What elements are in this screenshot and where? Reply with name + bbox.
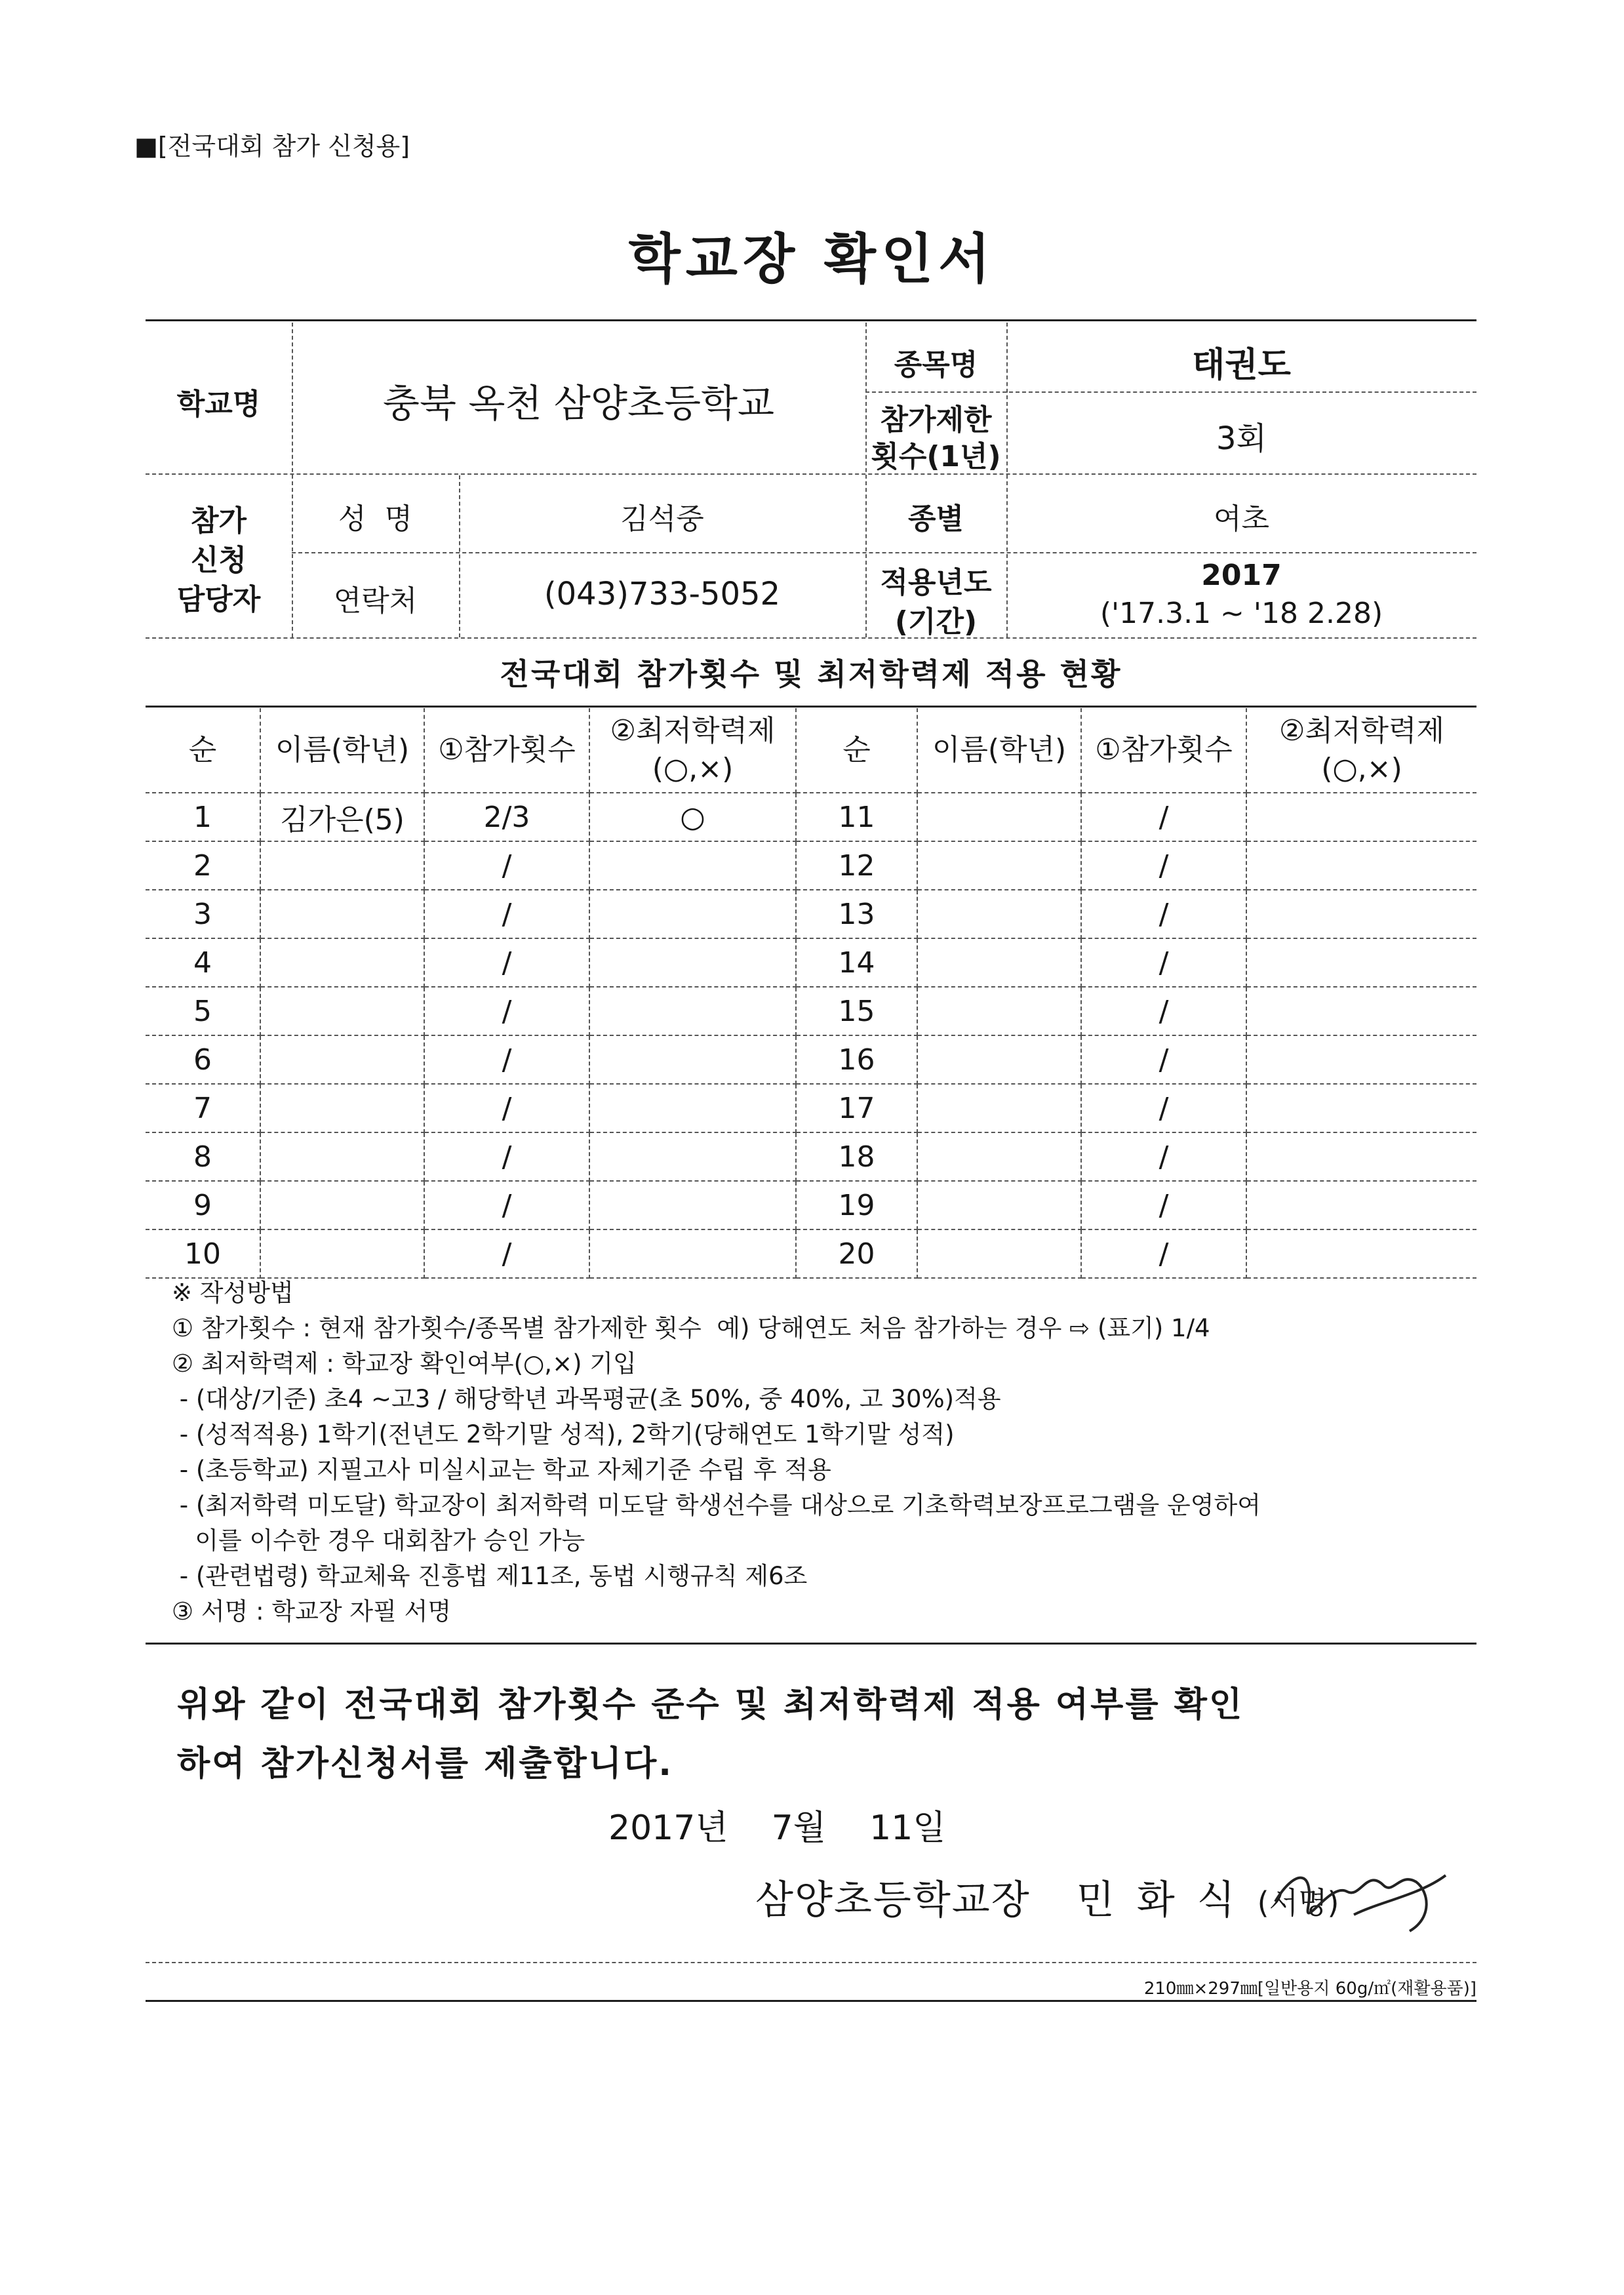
cell-l-mark xyxy=(589,890,796,938)
cell-r-name xyxy=(917,841,1081,890)
cell-l-no: 4 xyxy=(146,938,260,987)
cell-r-count: / xyxy=(1081,987,1246,1035)
cell-r-name xyxy=(917,890,1081,938)
category-label: 종별 xyxy=(907,502,964,536)
table-row xyxy=(146,938,1476,987)
cell-l-name xyxy=(260,1181,424,1229)
cell-l-mark xyxy=(589,841,796,890)
cell-r-no: 17 xyxy=(796,1084,917,1132)
school-name-value: 충북 옥천 삼양초등학교 xyxy=(382,381,775,426)
cell-r-count: / xyxy=(1081,1229,1246,1278)
limit-value: 3회 xyxy=(1216,420,1267,457)
header-count: ①참가횟수 xyxy=(424,708,589,793)
event-value: 태권도 xyxy=(1192,346,1291,385)
limit-label-line1: 참가제한 xyxy=(880,403,992,437)
document-title: 학교장 확인서 xyxy=(628,228,996,290)
cell-l-mark: ○ xyxy=(589,793,796,841)
header-count: ①참가횟수 xyxy=(1081,708,1246,793)
cell-r-no: 12 xyxy=(796,841,917,890)
cell-r-no: 15 xyxy=(796,987,917,1035)
form-usage-tag: ■[전국대회 참가 신청용] xyxy=(134,132,410,161)
cell-r-count: / xyxy=(1081,890,1246,938)
cell-r-name xyxy=(917,793,1081,841)
cell-r-name xyxy=(917,987,1081,1035)
cell-l-no: 9 xyxy=(146,1181,260,1229)
year-label-line2: (기간) xyxy=(894,605,978,639)
cell-r-no: 13 xyxy=(796,890,917,938)
cell-r-mark xyxy=(1246,1181,1476,1229)
principal-title: 삼양초등학교장 xyxy=(755,1877,1031,1923)
table-row xyxy=(146,793,1476,841)
table-row xyxy=(146,1084,1476,1132)
instructions-block xyxy=(172,1275,1261,1629)
top-rule xyxy=(146,319,1476,321)
cell-l-count: / xyxy=(424,1229,589,1278)
cell-l-no: 6 xyxy=(146,1035,260,1084)
handwritten-signature xyxy=(1269,1856,1459,1941)
contact-label: 연락처 xyxy=(333,584,418,618)
year-value: 2017 xyxy=(1201,559,1282,592)
cell-r-count: / xyxy=(1081,1132,1246,1181)
cell-l-name xyxy=(260,1229,424,1278)
cell-l-mark xyxy=(589,1132,796,1181)
cell-l-name: 김가은(5) xyxy=(260,793,424,841)
manager-label-line2: 신청 xyxy=(190,544,247,577)
year-label-line1: 적용년도 xyxy=(880,566,992,599)
table-row xyxy=(146,987,1476,1035)
cell-r-count: / xyxy=(1081,841,1246,890)
cell-r-mark xyxy=(1246,938,1476,987)
cell-l-name xyxy=(260,938,424,987)
table-top-rule xyxy=(146,706,1476,708)
document-date: 2017년 7월 11일 xyxy=(608,1808,946,1848)
table-row xyxy=(146,1035,1476,1084)
participation-table xyxy=(146,708,1476,1279)
cell-r-count: / xyxy=(1081,1084,1246,1132)
cell-r-mark xyxy=(1246,987,1476,1035)
instructions-heading: ※ 작성방법 xyxy=(172,1279,294,1307)
cell-l-mark xyxy=(589,1229,796,1278)
header-no: 순 xyxy=(146,708,260,793)
cell-r-mark xyxy=(1246,1229,1476,1278)
cell-l-mark xyxy=(589,938,796,987)
cell-l-no: 1 xyxy=(146,793,260,841)
cell-l-count: / xyxy=(424,1181,589,1229)
table-row xyxy=(146,1132,1476,1181)
cell-l-name xyxy=(260,1084,424,1132)
cell-r-no: 16 xyxy=(796,1035,917,1084)
cell-r-no: 19 xyxy=(796,1181,917,1229)
cell-r-mark xyxy=(1246,1132,1476,1181)
manager-label-line3: 담당자 xyxy=(176,583,261,616)
instruction-line: ③ 서명 : 학교장 자필 서명 xyxy=(172,1597,452,1626)
cell-l-name xyxy=(260,1035,424,1084)
principal-name: 민화식 xyxy=(1076,1877,1258,1923)
cell-r-mark xyxy=(1246,793,1476,841)
header-academic: ②최저학력제 (○,×) xyxy=(589,708,796,793)
cell-l-no: 3 xyxy=(146,890,260,938)
event-label: 종목명 xyxy=(894,348,978,382)
cell-r-no: 14 xyxy=(796,938,917,987)
limit-label-line2: 횟수(1년) xyxy=(871,440,1001,473)
cell-l-no: 5 xyxy=(146,987,260,1035)
table-header-row xyxy=(146,708,1476,793)
cell-l-count: / xyxy=(424,1132,589,1181)
cell-r-count: / xyxy=(1081,938,1246,987)
principal-signature-line xyxy=(755,1869,1339,1925)
bottom-rule xyxy=(146,2000,1476,2002)
header-name: 이름(학년) xyxy=(917,708,1081,793)
category-value: 여초 xyxy=(1213,502,1269,536)
cell-l-no: 2 xyxy=(146,841,260,890)
cell-r-mark xyxy=(1246,1084,1476,1132)
contact-value: (043)733-5052 xyxy=(544,576,781,612)
table-row xyxy=(146,1181,1476,1229)
cell-l-no: 8 xyxy=(146,1132,260,1181)
statement-line2: 하여 참가신청서를 제출합니다. xyxy=(177,1744,673,1784)
cell-r-mark xyxy=(1246,841,1476,890)
cell-l-name xyxy=(260,841,424,890)
cell-l-count: / xyxy=(424,1035,589,1084)
cell-l-count: / xyxy=(424,987,589,1035)
table-row xyxy=(146,841,1476,890)
cell-r-no: 20 xyxy=(796,1229,917,1278)
cell-r-count: / xyxy=(1081,1181,1246,1229)
instruction-line: - (최저학력 미도달) 학교장이 최저학력 미도달 학생선수를 대상으로 기초학력보장프로그램을 운영하여 xyxy=(172,1491,1261,1519)
notes-bottom-rule xyxy=(146,1643,1476,1645)
header-no: 순 xyxy=(796,708,917,793)
person-name-value: 김석중 xyxy=(620,502,704,536)
cell-l-no: 10 xyxy=(146,1229,260,1278)
manager-label-line1: 참가 xyxy=(190,504,247,538)
cell-l-name xyxy=(260,987,424,1035)
instruction-line: 이를 이수한 경우 대회참가 승인 가능 xyxy=(172,1527,585,1555)
cell-l-count: / xyxy=(424,1084,589,1132)
cell-r-count: / xyxy=(1081,793,1246,841)
table-row xyxy=(146,890,1476,938)
cell-l-mark xyxy=(589,1181,796,1229)
cell-r-no: 18 xyxy=(796,1132,917,1181)
cell-l-mark xyxy=(589,987,796,1035)
cell-l-count: 2/3 xyxy=(424,793,589,841)
signature-placeholder: (서명) xyxy=(1257,1885,1339,1921)
instruction-line: - (관련법령) 학교체육 진흥법 제11조, 동법 시행규칙 제6조 xyxy=(172,1562,808,1590)
cell-r-name xyxy=(917,1035,1081,1084)
cell-l-name xyxy=(260,1132,424,1181)
cell-l-no: 7 xyxy=(146,1084,260,1132)
instruction-line: ① 참가횟수 : 현재 참가횟수/종목별 참가제한 횟수 예) 당해연도 처음 참가하는 경우 ⇨ (표기) 1/4 xyxy=(172,1314,1210,1342)
instruction-line: - (성적적용) 1학기(전년도 2학기말 성적), 2학기(당해연도 1학기말 성적) xyxy=(172,1420,955,1448)
cell-r-name xyxy=(917,1084,1081,1132)
statement-line1: 위와 같이 전국대회 참가횟수 준수 및 최저학력제 적용 여부를 확인 xyxy=(177,1685,1244,1725)
cell-l-mark xyxy=(589,1035,796,1084)
header-academic: ②최저학력제 (○,×) xyxy=(1246,708,1476,793)
instruction-line: - (대상/기준) 초4 ~고3 / 해당학년 과목평균(초 50%, 중 40%, 고 30%)적용 xyxy=(172,1385,1001,1413)
table-title: 전국대회 참가횟수 및 최저학력제 적용 현황 xyxy=(500,656,1122,692)
header-name: 이름(학년) xyxy=(260,708,424,793)
cell-r-name xyxy=(917,1132,1081,1181)
cell-r-name xyxy=(917,1181,1081,1229)
instruction-line: - (초등학교) 지필고사 미실시교는 학교 자체기준 수립 후 적용 xyxy=(172,1456,831,1484)
school-name-label: 학교명 xyxy=(176,388,261,421)
cell-r-no: 11 xyxy=(796,793,917,841)
person-name-label: 성 명 xyxy=(338,502,412,536)
cell-r-name xyxy=(917,1229,1081,1278)
cell-l-mark xyxy=(589,1084,796,1132)
cell-r-mark xyxy=(1246,1035,1476,1084)
cell-r-mark xyxy=(1246,890,1476,938)
cell-l-count: / xyxy=(424,841,589,890)
instruction-line: ② 최저학력제 : 학교장 확인여부(○,×) 기입 xyxy=(172,1349,637,1378)
cell-l-count: / xyxy=(424,938,589,987)
cell-l-count: / xyxy=(424,890,589,938)
table-row xyxy=(146,1229,1476,1278)
confirmation-statement xyxy=(177,1675,1244,1793)
cell-r-name xyxy=(917,938,1081,987)
cell-l-name xyxy=(260,890,424,938)
cell-r-count: / xyxy=(1081,1035,1246,1084)
paper-spec-note: 210㎜×297㎜[일반용지 60g/㎡(재활용품)] xyxy=(1143,1979,1476,1999)
period-value: ('17.3.1 ~ '18 2.28) xyxy=(1099,597,1383,630)
